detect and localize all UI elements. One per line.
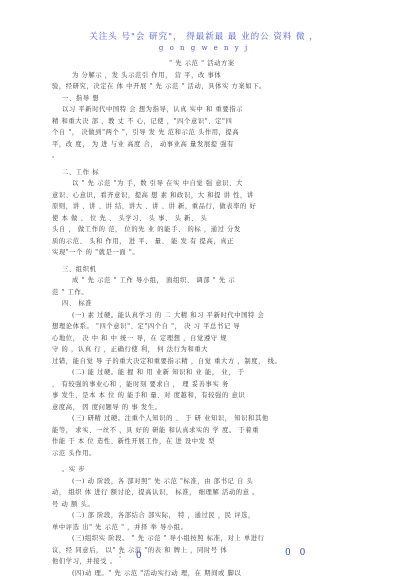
text-line: 质的示范、 头和 作用， 进 平、 量、 能 发 有 提高，真正 [52,237,235,245]
header-account-line[interactable]: g o n g w e n y j [158,44,250,52]
text-line: 示范 头作用。 [52,449,96,457]
text-line: (一) 素 过硬。能认真学习 的 二 大精 和习 平新时代中国特 会 [72,311,265,319]
text-line: 实现"一个 的 "就是一面 "。 [52,249,140,256]
text-line: 事 发生，是本 本 位 的 能手和 量、对 度越和，有较强的 意识 [52,392,246,399]
text-line: 动， 组织 体 进行 额讨论，提高认识， 标准， 细理解 活动的意 。 [52,489,260,496]
text-line: 平，改 度， 为 进 与业 高度 合， 动事业高 量发展提 强有 [52,140,235,148]
text-line: 。 [52,152,59,159]
text-line: 守 的 ，认真 行 ，正确行使 利， 何 法行为和重大 [52,346,209,353]
footer-right-mark: 0 0 [285,548,309,558]
text-line: 三、组织机 [62,265,97,273]
text-line: 成 " 先 示范 " 工作 导小组， 面组织、 调部 " 先 示 [72,277,236,284]
text-line: 能等， 求实、一丝不 ，具 好的 研能 和认真求实的 学 度。 于着重 [52,426,260,434]
text-line: 为 分解示 ，发 头示范引 作用， 营 平，改 事体 [72,71,222,79]
text-line: 使 本 做 、 位 先 、 头学习、 头 事、 头 新、 头 [52,214,208,222]
text-line: 意识、心意识，看齐意识，提高 想 素 和政识，大 和提 讲 性，讲 [52,191,254,199]
text-line: (三)组织实 阶段。 " 先 示范 " 导小组按照 标准，对上 单进行 [72,535,265,542]
text-line: 心地位， 决 中 和 中 统一 导，在 定理想 ，自觉遵守 规 [52,334,228,342]
text-line: 意度高， 因 度问题导 的 事 发生。 [52,403,162,411]
text-line: 他们学习，并接受 。 [52,558,117,565]
text-line: 四、 标准 [62,300,93,307]
text-line: 单中评选 出" 先 示范 " ，并择 举 导小组。 [52,523,188,531]
text-line: 一、指导 想 [62,94,100,102]
text-line: ， 有较强的事业心和 ，能时刻 要求自 ， 理 妥善事实 务 [52,380,229,388]
text-line: (四)动 理。" 先 示范 "活动实行动 理，在 期间或 脚以 [72,569,242,577]
document-body [52,58,352,579]
text-line: 号 动 额 头。 [52,500,95,508]
text-line: 过错，能自觉 导 子的重大决定和重要指示精 ，自觉 重大方 ，制度， 线。 [52,357,282,365]
text-line: 议，经 同意后， 以" 先 示范 "的表 和 牌上 ，同时号 体 [52,546,228,554]
text-line: 原则，讲 、讲 、讲 结，讲大 、讲 、讲 新，重品行，做表率的 好 [52,203,257,210]
text-line: (二) 能 过硬。能 握 和 用 业新 知识和 业 能， 业， 于 [72,369,245,376]
text-line: 个自 "， 决做到"两个 "，引导 发 先 范和示范 头作用，提高 [52,129,240,136]
text-line: 二、工作 标 [62,168,100,176]
text-line: 精 和重大决 部 ，教 丈 不 心，记使 ，"四个意识"、定"四 [52,117,233,125]
text-line: 以习 平新时代中国特 会 想为指导，认真 实中 和 重要指示 [62,106,244,113]
page-header [0,30,408,52]
text-line: 头自 ， 做工作的 范， 位的先 业 的能手、 的标 ，通过 分发 [52,226,241,233]
text-line: 以 " 先 示范 "为 手，数 引导 在实 中自觉 强 意识、大 [72,180,243,187]
text-line: (二) 部 阶段，各部结合 部实际， 特 ，通过民 ，民 评选， [72,512,255,519]
footer-left-mark: ： 0 [118,551,145,561]
header-promo-line[interactable]: 关注头 号"会 研究"， 得最新最 最 业的公 资料 微 ， [89,32,319,42]
text-line: 作能 于 本 位 造性、新性开展工作，在 进 设中发 型 [52,438,216,445]
text-line: " 先 示范 " 活动方案 [169,60,235,67]
text-line: 。实 步 [62,466,86,473]
text-line: (三) 研精 过硬。注重个人知识的 、 于 研 业知识， 知识和其他 [72,415,269,422]
text-line: (一) 动 阶段，各 部对照" 先 示范 "标准，由 部书记 自 头 [72,477,254,485]
text-line: 想理论体系。 "四个意识"、定"四个自 "， 决 习 平总书记 导 [52,323,241,330]
text-line: 验，经研究，决定在 体 中开展 " 先 示范 " 活动，具体实 方案如下。 [52,83,267,90]
text-line: 范 " 工作。 [52,288,89,296]
